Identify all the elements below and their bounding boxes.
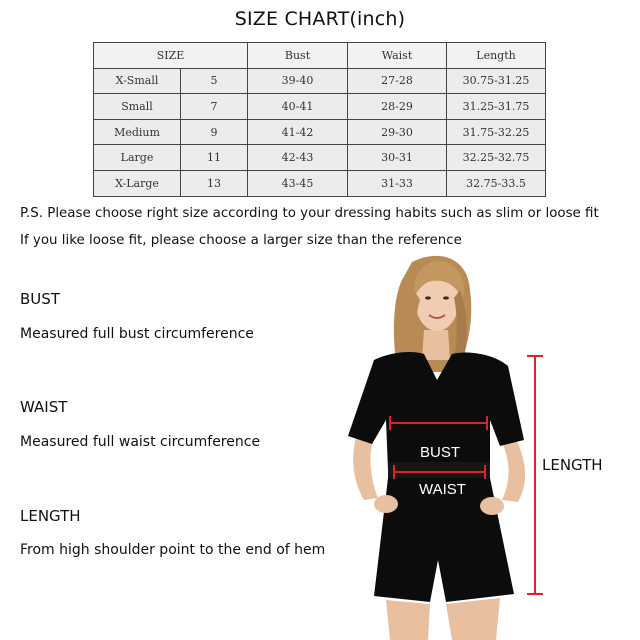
cell-size: Large [94,145,181,171]
length-marker [527,356,543,594]
cell-bust: 40-41 [248,94,348,120]
cell-waist: 27-28 [348,68,447,94]
table-row [94,145,546,171]
table-header-row [94,43,546,69]
cell-bust: 43-45 [248,170,348,196]
cell-length: 30.75-31.25 [447,68,546,94]
cell-length: 31.75-32.25 [447,119,546,145]
waist-heading: WAIST [20,398,68,416]
table-row [94,94,546,120]
cell-bust: 41-42 [248,119,348,145]
table-row [94,68,546,94]
cell-waist: 28-29 [348,94,447,120]
size-chart-table [93,42,546,197]
cell-length: 32.25-32.75 [447,145,546,171]
model-figure [330,250,640,640]
cell-bust: 39-40 [248,68,348,94]
length-description: From high shoulder point to the end of hem [20,542,326,558]
cell-waist: 31-33 [348,170,447,196]
header-bust: Bust [248,43,348,69]
waist-label: WAIST [419,481,466,498]
hand-left [374,495,398,513]
table-row [94,170,546,196]
cell-us-size: 7 [181,94,248,120]
header-size: SIZE [94,43,248,69]
neck [422,330,450,360]
cell-us-size: 9 [181,119,248,145]
table-row [94,119,546,145]
bust-description: Measured full bust circumference [20,326,254,342]
length-label: LENGTH [542,456,603,474]
hand-right [480,497,504,515]
fit-note-2: If you like loose fit, please choose a larger size than the reference [20,233,462,248]
cell-size: Small [94,94,181,120]
cell-length: 31.25-31.75 [447,94,546,120]
header-waist: Waist [348,43,447,69]
eye-right [443,296,449,299]
page-title: SIZE CHART(inch) [234,8,406,30]
cell-bust: 42-43 [248,145,348,171]
eye-left [425,296,431,299]
length-heading: LENGTH [20,507,81,525]
legs [386,598,500,640]
cell-size: X-Large [94,170,181,196]
cell-length: 32.75-33.5 [447,170,546,196]
cell-waist: 30-31 [348,145,447,171]
bust-label: BUST [420,444,461,461]
cell-size: Medium [94,119,181,145]
waist-description: Measured full waist circumference [20,434,261,450]
cell-us-size: 5 [181,68,248,94]
cell-size: X-Small [94,68,181,94]
bust-heading: BUST [20,290,60,308]
cell-us-size: 11 [181,145,248,171]
fit-note-1: P.S. Please choose right size according to your dressing habits such as slim or loose fit [20,206,599,221]
cell-waist: 29-30 [348,119,447,145]
cell-us-size: 13 [181,170,248,196]
header-length: Length [447,43,546,69]
